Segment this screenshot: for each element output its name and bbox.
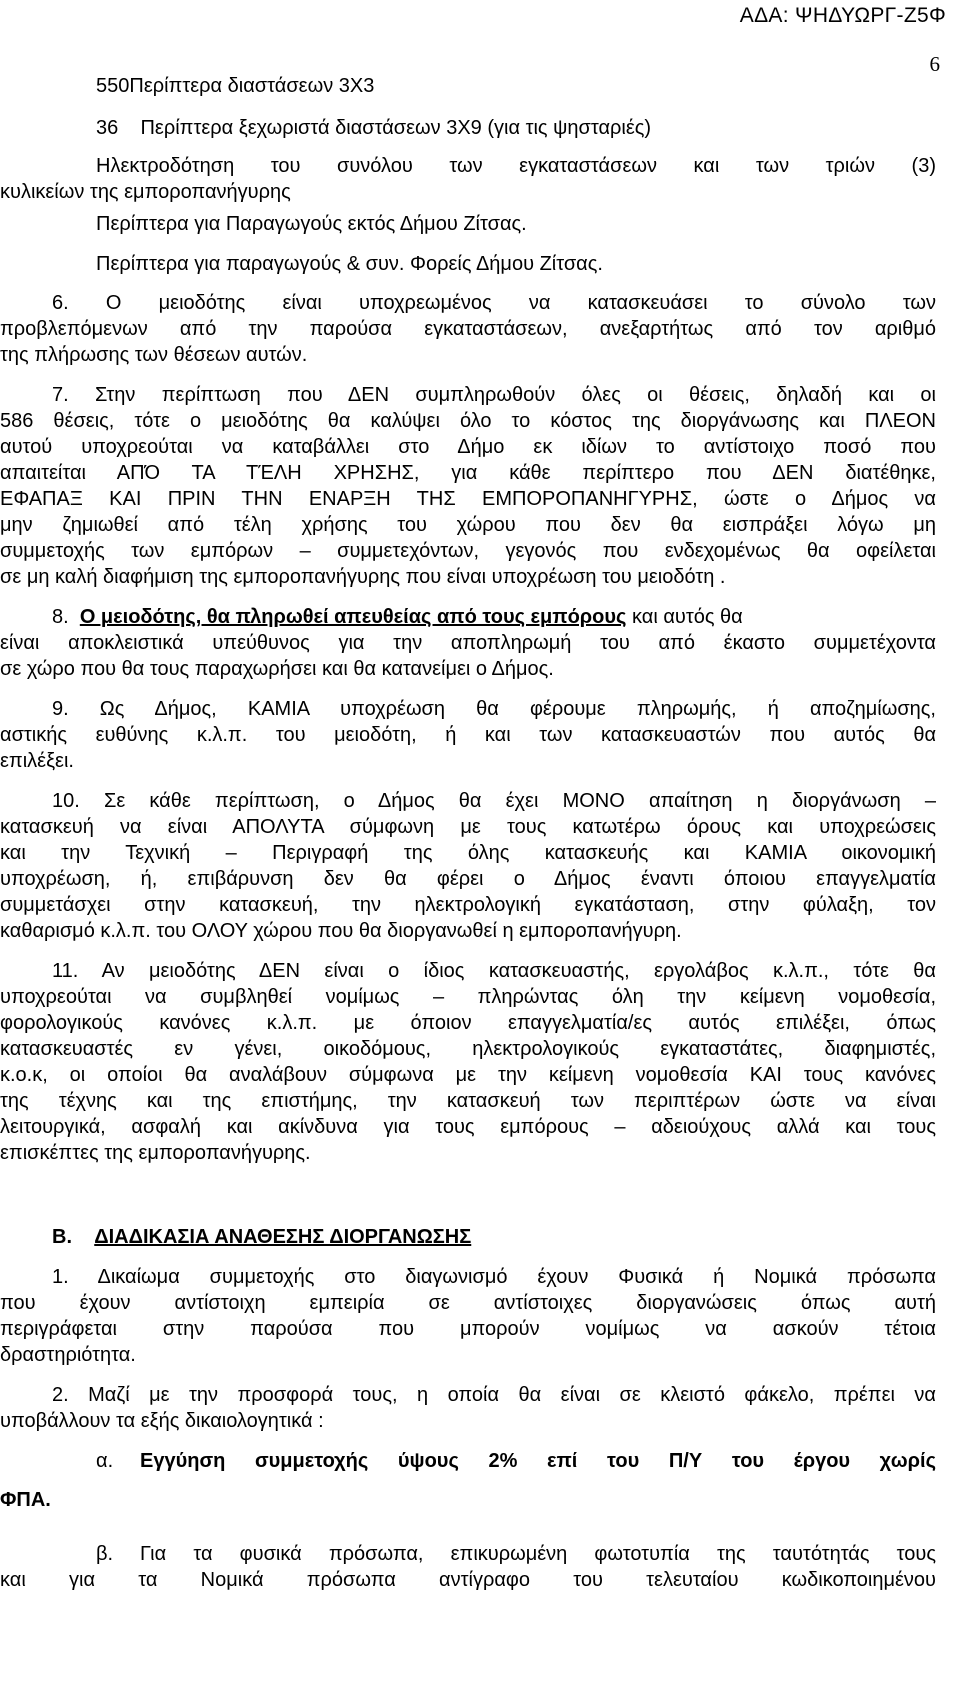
page-number: 6	[929, 52, 940, 76]
paragraph-line: 1. Δικαίωμα συμμετοχής στο διαγωνισμό έχουν Φυσικά ή Νομικά πρόσωπα	[52, 1266, 936, 1288]
paragraph-line: φορολογικούς κανόνες κ.λ.π. με όποιον επαγγελματία/ες αυτός επιλέξει, όπως	[0, 1012, 936, 1034]
paragraph-line: συμμετοχής των εμπόρων – συμμετεχόντων, γεγονός που ενδεχομένως θα οφείλεται	[0, 540, 936, 562]
paragraph-line: 11. Αν μειοδότης ΔΕΝ είναι ο ίδιος κατασκευαστής, εργολάβος κ.λ.π., τότε θα	[52, 960, 936, 982]
paragraph-line: κ.ο.κ, οι οποίοι θα αναλάβουν σύμφωνα με την κείμενη νομοθεσία ΚΑΙ τους κανόνες	[0, 1064, 936, 1086]
paragraph-line: σε μη καλή διαφήμιση της εμποροπανήγυρης που είναι υποχρέωση του μειοδότη .	[0, 566, 726, 588]
paragraph-text: και αυτός θα	[632, 606, 743, 628]
paragraph-line: υποχρέωση, ή, επιβάρυνση δεν θα φέρει ο Δήμος έναντι όποιου επαγγελματία	[0, 868, 936, 890]
paragraph-line: καθαρισμό κ.λ.π. του ΟΛΟΥ χώρου που θα διοργανωθεί η εμποροπανήγυρη.	[0, 920, 682, 942]
section-letter: Β.	[52, 1226, 72, 1248]
paragraph-line: Περίπτερα για παραγωγούς & συν. Φορείς Δήμου Ζίτσας.	[96, 253, 603, 275]
list-text: Εγγύηση συμμετοχής ύψους 2% επί του Π/Υ του έργου χωρίς	[140, 1450, 936, 1472]
list-item	[96, 74, 374, 98]
paragraph-line: απαιτείται ΑΠΌ ΤΑ ΤΈΛΗ ΧΡΗΣΗΣ, για κάθε περίπτερο που ΔΕΝ διατέθηκε,	[0, 462, 936, 484]
paragraph-line: επιλέξει.	[0, 750, 74, 772]
paragraph-line: Περίπτερα για Παραγωγούς εκτός Δήμου Ζίτσας.	[96, 213, 527, 235]
paragraph-line: 10. Σε κάθε περίπτωση, ο Δήμος θα έχει ΜΟΝΟ απαίτηση η διοργάνωση –	[52, 790, 936, 812]
paragraph-line: αστικής ευθύνης κ.λ.π. του μειοδότη, ή και των κατασκευαστών που αυτός θα	[0, 724, 936, 746]
ada-code: ΑΔΑ: ΨΗΔΥΩΡΓ-Ζ5Φ	[739, 4, 946, 27]
list-text: Περίπτερα διαστάσεων 3Χ3	[129, 75, 375, 97]
list-text: Περίπτερα ξεχωριστά διαστάσεων 3Χ9 (για τις ψησταριές)	[140, 117, 652, 139]
list-label: β.	[96, 1543, 114, 1565]
paragraph-line: που έχουν αντίστοιχη εμπειρία σε αντίστοιχες διοργανώσεις όπως αυτή	[0, 1292, 936, 1314]
section-title: ΔΙΑΔΙΚΑΣΙΑ ΑΝΑΘΕΣΗΣ ΔΙΟΡΓΑΝΩΣΗΣ	[94, 1226, 472, 1248]
paragraph-line: δραστηριότητα.	[0, 1344, 136, 1366]
list-text-continuation: ΦΠΑ.	[0, 1489, 51, 1511]
paragraph-line	[52, 605, 936, 629]
paragraph-line: 7. Στην περίπτωση που ΔΕΝ συμπληρωθούν όλες οι θέσεις, δηλαδή και οι	[52, 384, 936, 406]
paragraph-line: 6. Ο μειοδότης είναι υποχρεωμένος να κατασκευάσει το σύνολο των	[52, 292, 936, 314]
list-number: 36	[96, 117, 119, 139]
list-label: α.	[96, 1450, 114, 1472]
paragraph-line: ΕΦΑΠΑΞ ΚΑΙ ΠΡΙΝ ΤΗΝ ΕΝΑΡΞΗ ΤΗΣ ΕΜΠΟΡΟΠΑΝΗΓΥΡΗΣ, ώστε ο Δήμος να	[0, 488, 936, 510]
item-number: 8.	[52, 606, 69, 628]
paragraph-line: σε χώρο που θα τους παραχωρήσει και θα κατανείμει ο Δήμος.	[0, 658, 554, 680]
paragraph-line: λειτουργικά, ασφαλή και ακίνδυνα για τους εμπόρους – αδειούχους αλλά και τους	[0, 1116, 936, 1138]
list-item	[96, 116, 651, 140]
paragraph-line: Ηλεκτροδότηση του συνόλου των εγκαταστάσεων και των τριών (3)	[96, 155, 936, 177]
paragraph-line: 2. Μαζί με την προσφορά τους, η οποία θα είναι σε κλειστό φάκελο, πρέπει να	[52, 1384, 936, 1406]
paragraph-line: της πλήρωσης των θέσεων αυτών.	[0, 344, 308, 366]
paragraph-line: συμμετάσχει στην κατασκευή, την ηλεκτρολογική εγκατάσταση, στην φύλαξη, τον	[0, 894, 936, 916]
paragraph-line: αυτού υποχρεούται να καταβάλλει στο Δήμο εκ ιδίων το αντίστοιχο ποσό που	[0, 436, 936, 458]
paragraph-line: υποχρεούται να συμβληθεί νομίμως – πληρώντας όλη την κείμενη νομοθεσία,	[0, 986, 936, 1008]
paragraph-line: κατασκευή να είναι ΑΠΟΛΥΤΑ σύμφωνη με τους κατωτέρω όρους και υποχρεώσεις	[0, 816, 936, 838]
list-number: 550	[96, 75, 130, 97]
paragraph-line: είναι αποκλειστικά υπεύθυνος για την αποπληρωμή του από έκαστο συμμετέχοντα	[0, 632, 936, 654]
paragraph-line: κυλικείων της εμποροπανήγυρης	[0, 181, 291, 203]
paragraph-line: και την Τεχνική – Περιγραφή της όλης κατασκευής και ΚΑΜΙΑ οικονομική	[0, 842, 936, 864]
paragraph-line: περιγράφεται στην παρούσα που μπορούν νομίμως να ασκούν τέτοια	[0, 1318, 936, 1340]
list-text: Για τα φυσικά πρόσωπα, επικυρωμένη φωτοτυπία της ταυτότητάς τους	[140, 1543, 936, 1565]
paragraph-line: 9. Ως Δήμος, ΚΑΜΙΑ υποχρέωση θα φέρουμε πληρωμής, ή αποζημίωσης,	[52, 698, 936, 720]
paragraph-line: κατασκευαστές εν γένει, οικοδόμους, ηλεκτρολογικούς εγκαταστάτες, διαφημιστές,	[0, 1038, 936, 1060]
emphasis-text: Ο μειοδότης, θα πληρωθεί απευθείας από τους εμπόρους	[79, 606, 627, 628]
paragraph-line: μην ζημιωθεί από τέλη χρήσης του χώρου που δεν θα εισπράξει λόγω μη	[0, 514, 936, 536]
paragraph-line: 586 θέσεις, τότε ο μειοδότης θα καλύψει όλο το κόστος της διοργάνωσης και ΠΛΕΟΝ	[0, 410, 936, 432]
paragraph-line: επισκέπτες της εμποροπανήγυρης.	[0, 1142, 311, 1164]
paragraph-line: υποβάλλουν τα εξής δικαιολογητικά :	[0, 1410, 324, 1432]
list-text: και για τα Νομικά πρόσωπα αντίγραφο του τελευταίου κωδικοποιημένου	[0, 1569, 936, 1591]
section-heading	[52, 1225, 471, 1249]
paragraph-line: της τέχνης και της επιστήμης, την κατασκευή των περιπτέρων ώστε να είναι	[0, 1090, 936, 1112]
paragraph-line: προβλεπόμενων από την παρούσα εγκαταστάσεων, ανεξαρτήτως από τον αριθμό	[0, 318, 936, 340]
